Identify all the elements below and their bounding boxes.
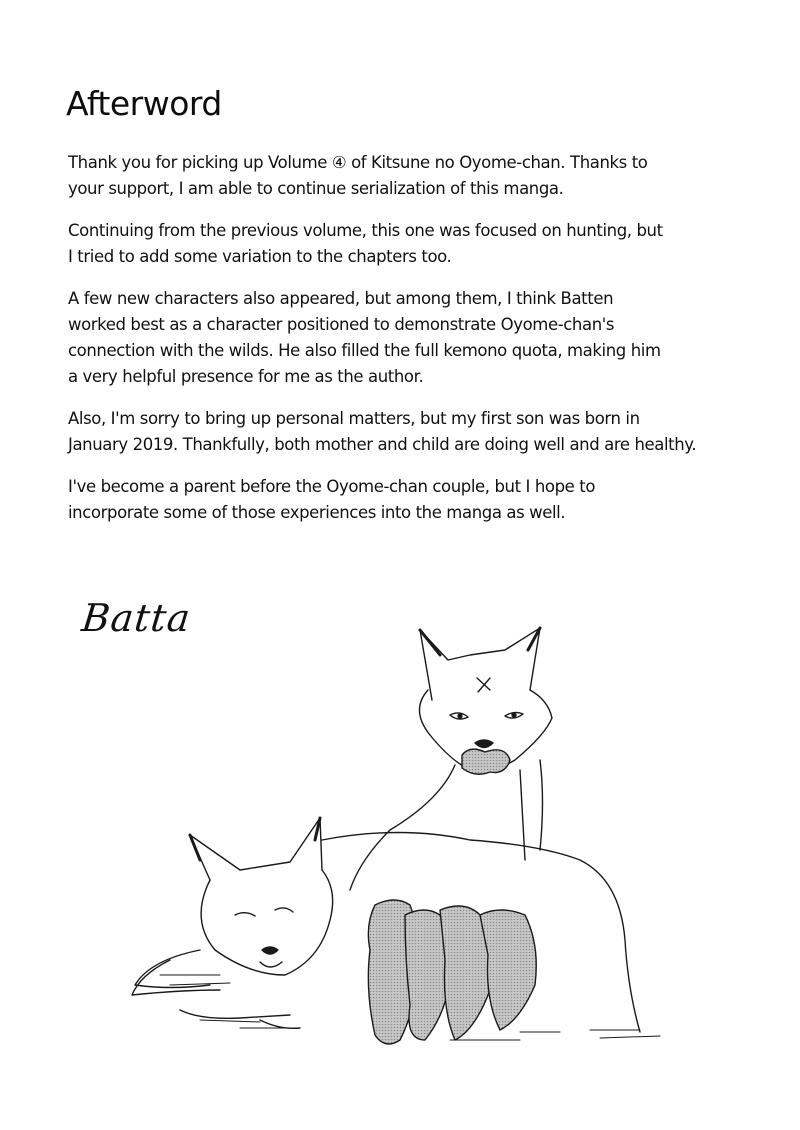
- paragraph-volume-focus: [68, 218, 768, 270]
- fox-family-illustration: [0, 600, 800, 1130]
- text-line: incorporate some of those experiences into the manga as well.: [68, 503, 566, 522]
- text-line: Thank you for picking up Volume ④ of Kitsune no Oyome-chan. Thanks to: [68, 153, 648, 172]
- afterword-body: [68, 150, 768, 542]
- paragraph-parenthood: [68, 474, 768, 526]
- text-line: Continuing from the previous volume, this one was focused on hunting, but: [68, 221, 663, 240]
- prey-in-mouth: [462, 749, 510, 774]
- page-title: Afterword: [66, 84, 222, 123]
- paragraph-personal-news: [68, 406, 768, 458]
- text-line: a very helpful presence for me as the author.: [68, 367, 424, 386]
- paragraph-new-characters: [68, 286, 768, 390]
- nursing-kits: [368, 900, 536, 1044]
- author-signature: Batta: [79, 596, 194, 640]
- text-line: connection with the wilds. He also filled the full kemono quota, making him: [68, 341, 661, 360]
- text-line: A few new characters also appeared, but among them, I think Batten: [68, 289, 614, 308]
- standing-fox: [350, 628, 552, 890]
- paragraph-thanks: [68, 150, 768, 202]
- text-line: I've become a parent before the Oyome-chan couple, but I hope to: [68, 477, 596, 496]
- text-line: your support, I am able to continue serialization of this manga.: [68, 179, 564, 198]
- text-line: worked best as a character positioned to demonstrate Oyome-chan's: [68, 315, 615, 334]
- text-line: Also, I'm sorry to bring up personal matters, but my first son was born in: [68, 409, 640, 428]
- text-line: January 2019. Thankfully, both mother and child are doing well and are healthy.: [68, 435, 697, 454]
- text-line: I tried to add some variation to the chapters too.: [68, 247, 452, 266]
